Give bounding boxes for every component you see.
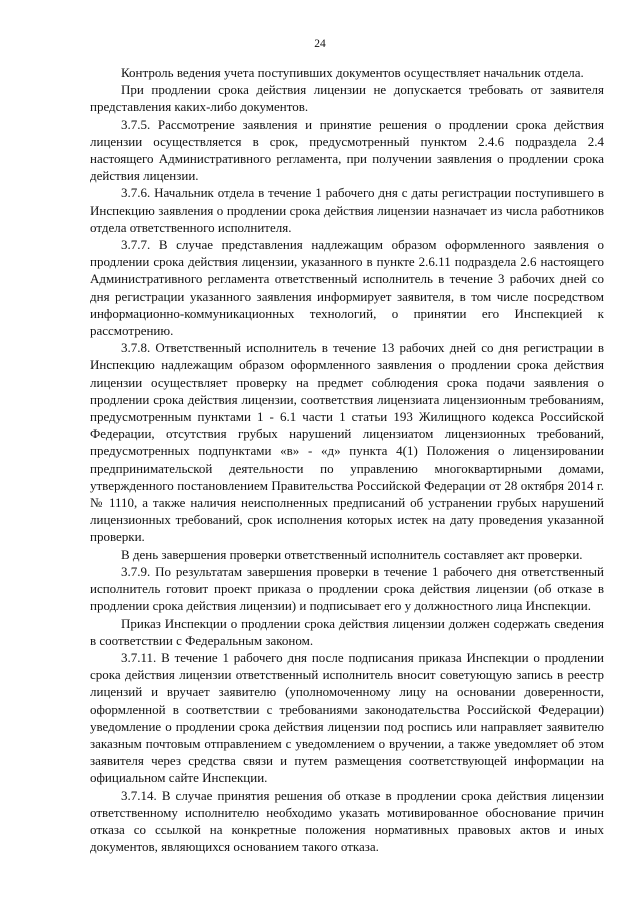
paragraph-3-7-6: 3.7.6. Начальник отдела в течение 1 рабочего дня с даты регистрации поступившего в Инспекцию заявления о продлении срока действия лицензии назначает из числа работников отдела ответственного исполнителя. <box>90 185 604 235</box>
paragraph-3-7-8: 3.7.8. Ответственный исполнитель в течение 13 рабочих дней со дня регистрации в Инспекцию надлежащим образом оформленного заявления о продлении срока действия лицензии осуществляет проверку на предмет соблюдения срока подачи заявления о продлении срока действия лицензии, соответствия лицензиата лицензионным требованиям, предусмотренным пунктами 1 - 6.1 части 1 статьи 193 Жилищного кодекса Российской Федерации, отсутствия грубых нарушений лицензиатом лицензионных требований, предусмотренных подпунктами «в» - «д» пункта 4(1) Положения о лицензировании предпринимательской деятельности по управлению многоквартирными домами, утвержденного постановлением Правительства Российской Федерации от 28 октября 2014 г. № 1110, а также наличия неисполненных предписаний об устранении грубых нарушений лицензионных требований, срок исполнения которых истек на дату проведения указанной проверки. <box>90 340 604 545</box>
page-number: 24 <box>314 38 326 50</box>
paragraph-order-contents: Приказ Инспекции о продлении срока действия лицензии должен содержать сведения в соответствии с Федеральным законом. <box>90 615 604 648</box>
paragraph-no-documents-required: При продлении срока действия лицензии не допускается требовать от заявителя представления каких-либо документов. <box>90 82 604 115</box>
document-body <box>90 64 604 855</box>
paragraph-3-7-5: 3.7.5. Рассмотрение заявления и принятие решения о продлении срока действия лицензии осуществляется в срок, предусмотренный пунктом 2.4.6 подраздела 2.4 настоящего Административного регламента, при получении заявления о продлении срока действия лицензии. <box>90 116 604 184</box>
paragraph-3-7-14: 3.7.14. В случае принятия решения об отказе в продлении срока действия лицензии ответственному исполнителю необходимо указать мотивированное обоснование причин отказа со ссылкой на конкретные положения нормативных правовых актов и иных документов, являющихся основанием такого отказа. <box>90 787 604 855</box>
paragraph-inspection-act: В день завершения проверки ответственный исполнитель составляет акт проверки. <box>121 546 583 562</box>
paragraph-document-control: Контроль ведения учета поступивших документов осуществляет начальник отдела. <box>121 65 584 80</box>
paragraph-3-7-9: 3.7.9. По результатам завершения проверки в течение 1 рабочего дня ответственный исполнитель готовит проект приказа о продлении срока действия лицензии (об отказе в продлении срока действия лицензии) и подписывает его у должностного лица Инспекции. <box>90 563 604 614</box>
paragraph-3-7-7: 3.7.7. В случае представления надлежащим образом оформленного заявления о продлении срока действия лицензии, указанного в пункте 2.6.11 подраздела 2.6 настоящего Административного регламента ответственный исполнитель в течение 3 рабочих дней со дня регистрации указанного заявления информирует заявителя, в том числе посредством информационно-коммуникационных технологий, о принятии его Инспекцией к рассмотрению. <box>90 237 604 339</box>
paragraph-3-7-11: 3.7.11. В течение 1 рабочего дня после подписания приказа Инспекции о продлении срока действия лицензии ответственный исполнитель вносит советующую запись в реестр лицензий и вручает заявителю (уполномоченному лицу на основании доверенности, оформленной в соответствии с требованиями законодательства Российской Федерации) уведомление о продлении срока действия лицензии под роспись или направляет заявителю заказным почтовым отправлением с уведомлением о вручении, а также уведомляет об этом заявителя через средства связи и путем размещения соответствующей информации на официальном сайте Инспекции. <box>90 649 604 786</box>
